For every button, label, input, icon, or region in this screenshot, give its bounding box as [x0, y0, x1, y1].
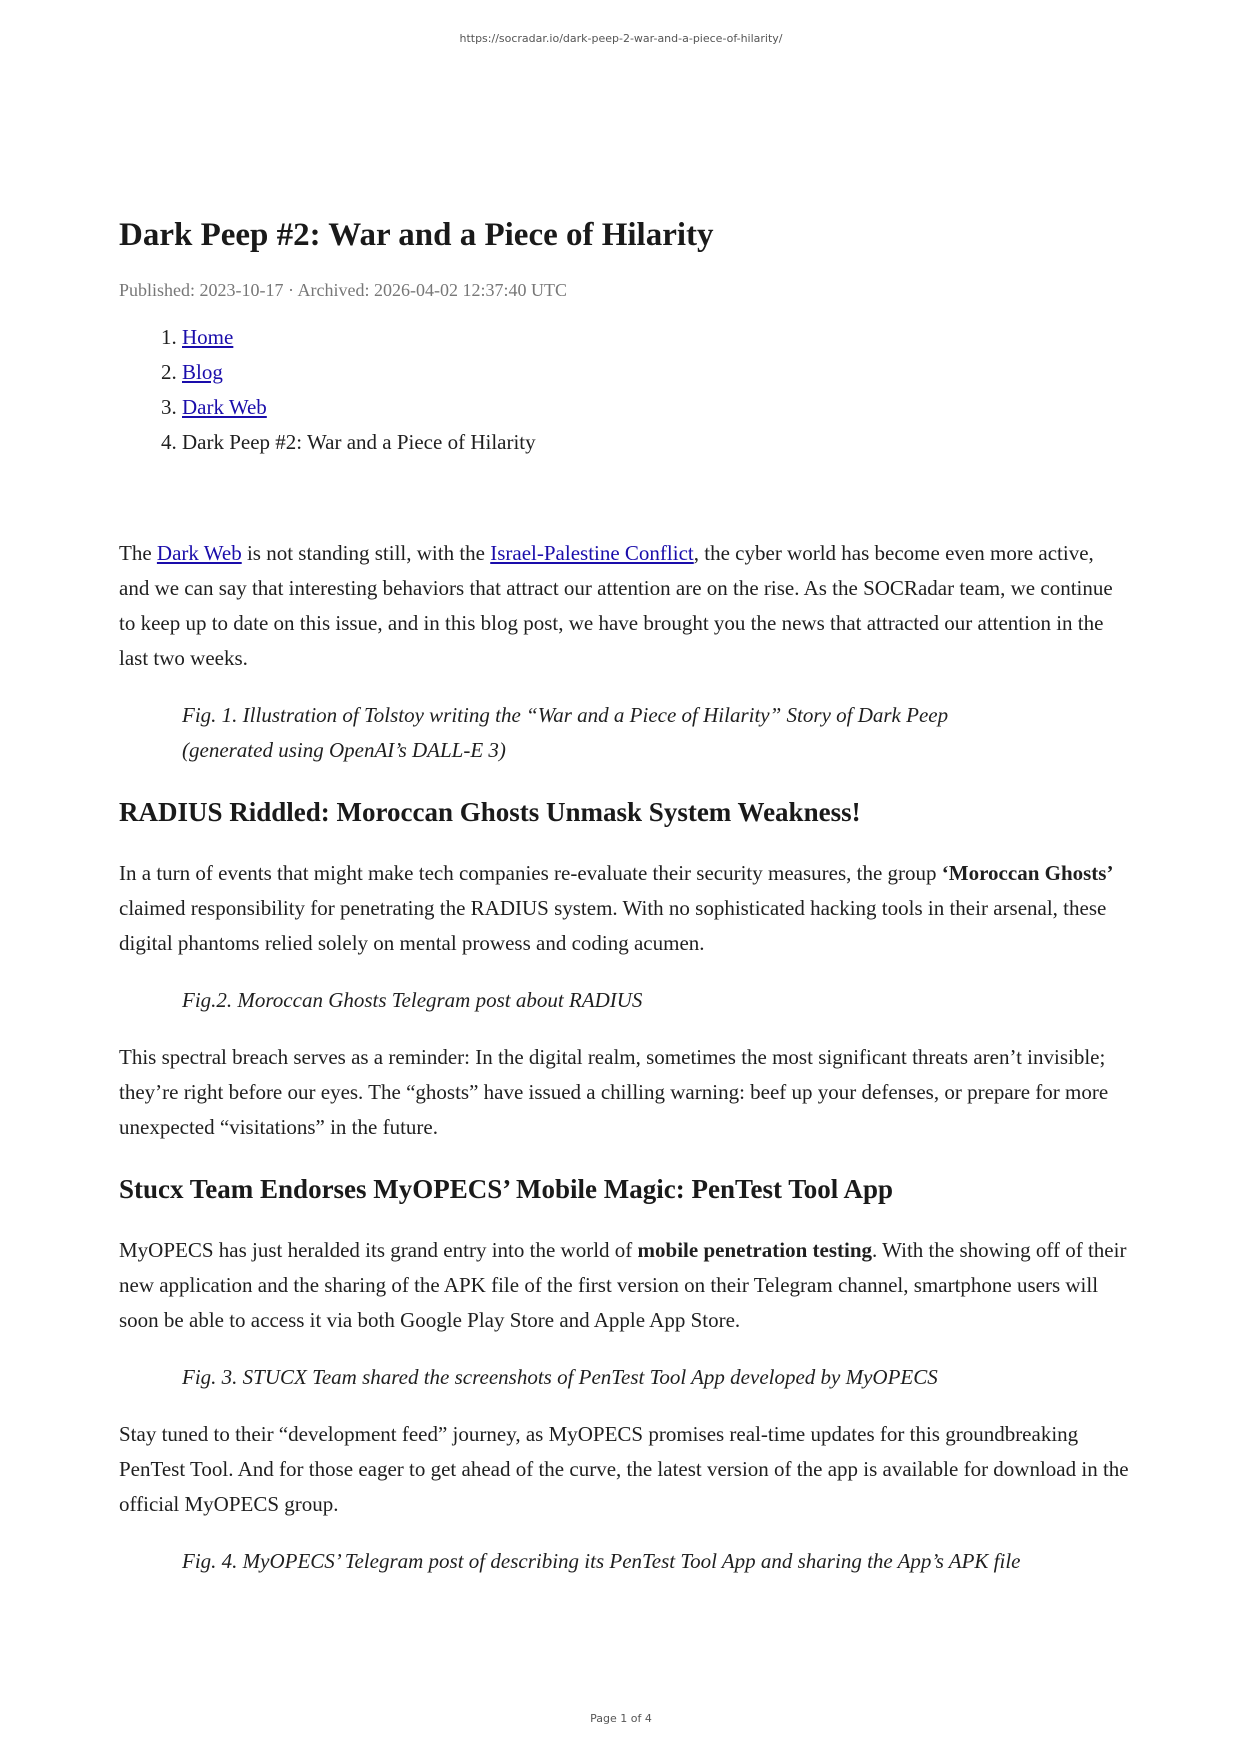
radius-paragraph-1: [119, 856, 1129, 961]
article: [119, 212, 1129, 1579]
breadcrumb-item-home: [182, 320, 1129, 355]
intro-text-3: , the cyber world has become even more active, and we can say that interesting behaviors that attract our attention are on the rise. As the SOCRadar team, we continue to keep up to date on this issue, and in this blog post, we have brought you the news that attracted our attention in the last two weeks.: [119, 541, 1113, 670]
figure-caption-3: Fig. 3. STUCX Team shared the screenshots of PenTest Tool App developed by MyOPECS: [182, 1365, 938, 1389]
radius-text-b: claimed responsibility for penetrating the RADIUS system. With no sophisticated hacking tools in their arsenal, these digital phantoms relied solely on mental prowess and coding acumen.: [119, 896, 1107, 955]
page-title: Dark Peep #2: War and a Piece of Hilarity: [119, 217, 714, 253]
page-number: Page 1 of 4: [590, 1712, 652, 1725]
radius-text-a: In a turn of events that might make tech companies re-evaluate their security measures, the group: [119, 861, 942, 885]
intro-text-1: The: [119, 541, 157, 565]
breadcrumb: [119, 320, 1129, 460]
dark-web-link[interactable]: Dark Web: [156, 541, 242, 565]
breadcrumb-link-blog[interactable]: Blog: [182, 360, 223, 384]
breadcrumb-item-blog: [182, 355, 1129, 390]
figure-caption-4: Fig. 4. MyOPECS’ Telegram post of describing its PenTest Tool App and sharing the App’s APK file: [182, 1549, 1021, 1573]
breadcrumb-item-dark-web: [182, 390, 1129, 425]
mobile-pentest-bold: mobile penetration testing: [637, 1238, 873, 1262]
intro-paragraph: [119, 536, 1129, 676]
stucx-paragraph-2: Stay tuned to their “development feed” journey, as MyOPECS promises real-time updates for this groundbreaking PenTest Tool. And for those eager to get ahead of the curve, the latest version of the app is available for download in the official MyOPECS group.: [119, 1422, 1129, 1516]
breadcrumb-item-current: 4. Dark Peep #2: War and a Piece of Hilarity: [182, 425, 1129, 460]
section-heading-radius: RADIUS Riddled: Moroccan Ghosts Unmask System Weakness!: [119, 797, 861, 827]
stucx-paragraph-1: [119, 1233, 1129, 1338]
figure-caption-2: Fig.2. Moroccan Ghosts Telegram post about RADIUS: [182, 988, 643, 1012]
figure-caption-1: Fig. 1. Illustration of Tolstoy writing the “War and a Piece of Hilarity” Story of Dark Peep (generated using OpenAI’s DALL-E 3): [182, 703, 949, 762]
page-url: https://socradar.io/dark-peep-2-war-and-a-piece-of-hilarity/: [459, 32, 783, 45]
stucx-text-a: MyOPECS has just heralded its grand entry into the world of: [119, 1238, 638, 1262]
radius-paragraph-2: This spectral breach serves as a reminder: In the digital realm, sometimes the most significant threats aren’t invisible; they’re right before our eyes. The “ghosts” have issued a chilling warning: beef up your defenses, or prepare for more unexpected “visitations” in the future.: [119, 1045, 1109, 1139]
section-heading-stucx: Stucx Team Endorses MyOPECS’ Mobile Magic: PenTest Tool App: [119, 1174, 894, 1204]
moroccan-ghosts-bold: ‘Moroccan Ghosts’: [941, 861, 1114, 885]
stucx-text-b: . With the showing off of their new application and the sharing of the APK file of the first version on their Telegram channel, smartphone users will soon be able to access it via both Google Play Store and Apple App Store.: [119, 1238, 1127, 1332]
israel-palestine-conflict-link[interactable]: Israel-Palestine Conflict: [490, 541, 694, 565]
breadcrumb-link-home[interactable]: Home: [182, 325, 234, 349]
publish-meta: Published: 2023-10-17 · Archived: 2026-04-02 12:37:40 UTC: [119, 280, 567, 300]
intro-text-2: is not standing still, with the: [241, 541, 491, 565]
breadcrumb-link-dark-web[interactable]: Dark Web: [182, 395, 267, 419]
